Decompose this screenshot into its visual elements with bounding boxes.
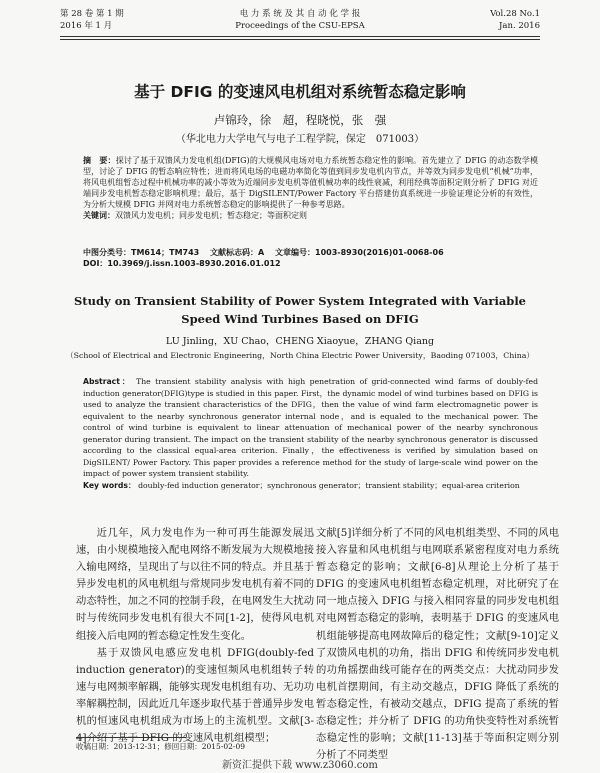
footnote-rule bbox=[76, 737, 186, 738]
keywords-en-text: doubly-fed induction generator；synchronous generator；transient stability；equal-area criterion bbox=[138, 480, 520, 490]
abstract-en-text: The transient stability analysis with high penetration of grid-connected wind farms of doubly-fed induction generator(DFIG)type is studied in this paper. First，the dynamic model of wind turbines based on DFIG is used to analyze the transient characteristics of the DFIG，then the value of wind farm electromagnetic power is equivalent to the nearby synchronous generator internal node，and is equaled to the mechanical power. The control of wind turbine is equivalent to linear attenuation of mechanical power of the nearby synchronous generator during transient. The impact on the transient stability of the nearby synchronous generator is discussed according to the classical equal-area criterion. Finally，the effectiveness is verified by simulation based on DigSILENT/ Power Factory. This paper provides a reference method for the study of large-scale wind power on the impact of power system transient stability. bbox=[83, 377, 538, 478]
title-english: Study on Transient Stability of Power System Integrated with Variable Speed Wind Turbines Based on DFIG bbox=[73, 294, 526, 326]
body-paragraph: 近几年，风力发电作为一种可再生能源发展迅速，由小规模地接入配电网络不断发展为大规模地接入输电网络，呈现出了与以往不同的特点。并且基于异步发电机的风电机组与常规同步发电机有着不同的动态特性，加之不同的控制手段，在电网发生大扰动时与传统同步发电机有很大不同[1-2]，使得风电机组接入后电网的暂态稳定性发生变化。 bbox=[76, 527, 314, 642]
authors-english: LU Jinling，XU Chao，CHENG Xiaoyue，ZHANG Qiang bbox=[165, 336, 435, 347]
keywords-en-label: Key words： bbox=[83, 480, 136, 490]
clc-number: 中图分类号：TM614；TM743 bbox=[83, 248, 200, 257]
header-issue: Vol.28 No.1 Jan. 2016 bbox=[490, 9, 540, 31]
footnote-dates: 收稿日期：2013-12-31；修回日期：2015-02-09 bbox=[76, 742, 245, 751]
body-column-right bbox=[316, 525, 559, 764]
abstract-chinese bbox=[83, 156, 538, 221]
affiliation-english: （School of Electrical and Electronic Engineering，North China Electric Power University，Baoding 071003，China） bbox=[65, 351, 535, 360]
header-volume: 第 28 卷 第 1 期 2016 年 1 月 bbox=[60, 9, 124, 31]
document-code: 文献标志码：A bbox=[210, 248, 265, 257]
running-header bbox=[60, 8, 540, 34]
abstract-cn-label: 摘 要： bbox=[83, 156, 116, 165]
body-paragraph: 基于双馈风电感应发电机 DFIG(doubly-fed induction generator)的变速恒频风电机组转子转速与电网频率解耦，能够实现发电机组有功、无功功率解耦控制，因此近几年逐步取代基于普通异步发电机的恒速风电机组成为市场上的主流机型。文献[3-4]介绍了基于 DFIG 的变速风电机组模型； bbox=[76, 646, 314, 745]
header-rule-top bbox=[60, 36, 540, 37]
header-journal: 电 力 系 统 及 其 自 动 化 学 报 Proceedings of the CSU-EPSA bbox=[235, 9, 365, 31]
doi: DOI：10.3969/j.issn.1003-8930.2016.01.012 bbox=[83, 259, 281, 268]
download-watermark: 新资汇提供下载 www.z3060.com bbox=[222, 760, 378, 771]
body-paragraph: 文献[5]详细分析了不同的风电机组类型、不同的风电接入容量和风电机组与电网联系紧密程度对电力系统暂态稳定的影响；文献[6-8]从理论上分析了基于 DFIG 的变速风电机组暂态稳定机理，对比研究了在同一地点接入 DFIG 与接入相同容量的同步发电机组对电网暂态稳定的影响，表明基于 DFIG 的变速风电机组能够提高电网故障后的稳定性；文献[9-10]定义了双馈风电机的功角，指出 DFIG 和传统同步发电机的功角摇摆曲线可能存在的两类交点：大扰动同步发电机首摆期间，有主动交越点，DFIG 降低了系统的暂态稳定性，有被动交越点，DFIG 提高了系统的暂态稳定性；并分析了 DFIG 的功角快变特性对系统暂态稳定性的影响；文献[11-13]基于等面积定则分别分析了不同类型 bbox=[316, 527, 559, 762]
keywords-cn-label: 关键词： bbox=[83, 210, 115, 220]
body-column-left bbox=[76, 525, 314, 747]
authors-chinese: 卢锦玲，徐 超，程晓悦，张 强 bbox=[213, 113, 387, 127]
classification-block bbox=[83, 247, 538, 269]
abstract-en-label: Abstract： bbox=[83, 377, 132, 386]
article-number: 文章编号：1003-8930(2016)01-0068-06 bbox=[275, 248, 444, 257]
abstract-english bbox=[83, 376, 538, 491]
title-chinese: 基于 DFIG 的变速风电机组对系统暂态稳定影响 bbox=[134, 83, 466, 101]
abstract-cn-text: 探讨了基于双馈风力发电机组(DFIG)的大规模风电场对电力系统暂态稳定性的影响。首先建立了 DFIG 的动态数学模型，讨论了 DFIG 的暂态响应特性；进而将风电场的电磁功率简化等值到同步发电机内节点，并等效为同步发电机“机械”功率，将风电机组暂态过程中机械功率的减小等效为近端同步发电机等值机械功率的线性衰减，利用经典等面积定则分析了 DFIG 对近端同步发电机暂态稳定影响机理；最后，基于 DigSILENT/Power Factory 平台搭建仿真系统进一步验证理论分析的有效性，为分析大规模 DFIG 并网对电力系统暂态稳定的影响提供了一种参考思路。 bbox=[83, 156, 539, 209]
header-rule-bottom bbox=[60, 39, 540, 40]
affiliation-chinese: （华北电力大学电气与电子工程学院，保定 071003） bbox=[175, 134, 425, 145]
keywords-cn-text: 双馈风力发电机；同步发电机；暂态稳定；等面积定则 bbox=[115, 210, 307, 220]
